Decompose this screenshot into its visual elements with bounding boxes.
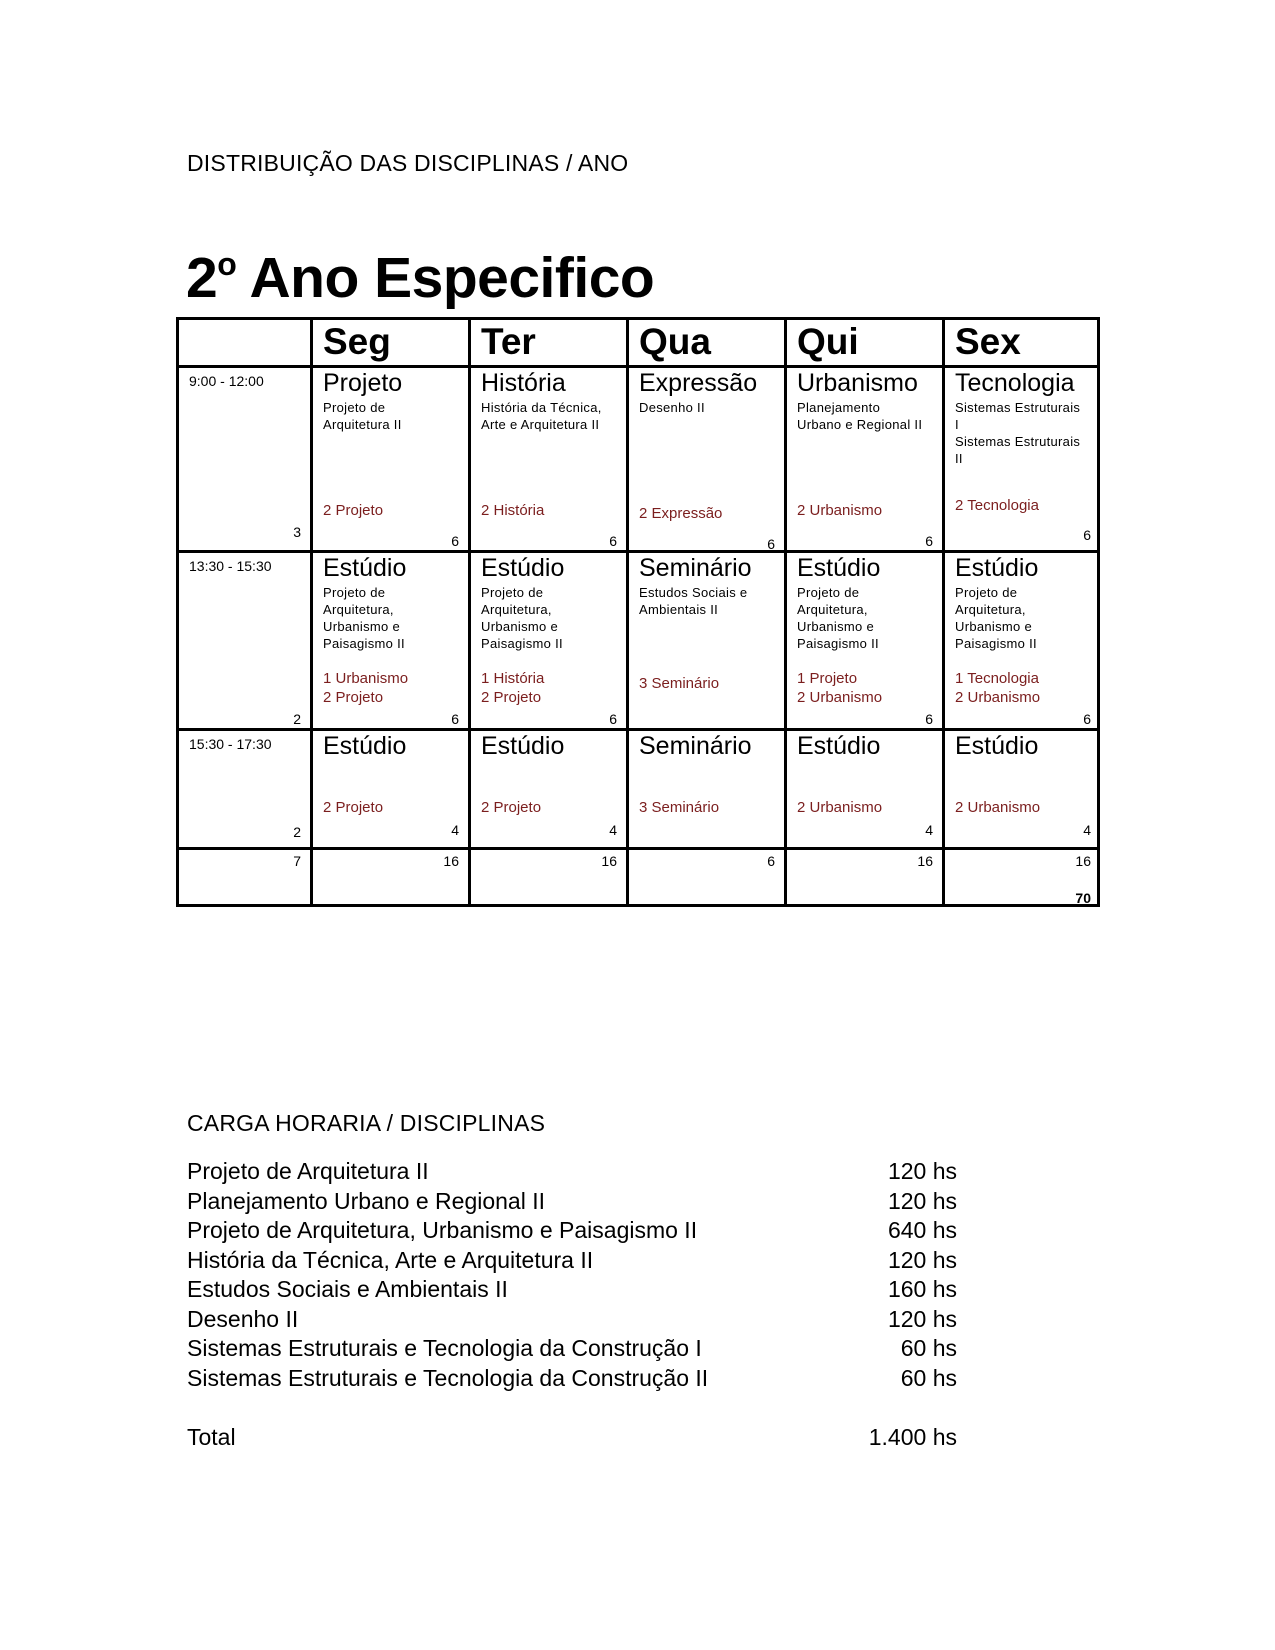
cell-area: Tecnologia (955, 369, 1075, 397)
total-hours: 16 (443, 853, 459, 869)
time-slot: 15:30 - 17:30 (189, 736, 272, 752)
cell-subject: Planejamento Urbano e Regional II (797, 400, 923, 432)
day-label: Qua (639, 321, 711, 362)
cell-subject: Estudos Sociais e Ambientais II (639, 585, 748, 617)
discipline-name: Sistemas Estruturais e Tecnologia da Construção I (187, 1335, 702, 1361)
schedule-cell (945, 368, 1100, 550)
cell-hours: 6 (1083, 527, 1091, 543)
total-cell (471, 850, 626, 907)
day-header-seg (313, 320, 468, 365)
day-header-ter (471, 320, 626, 365)
schedule-cell (471, 553, 626, 728)
cell-allocation: 2 Projeto (481, 799, 542, 816)
cell-hours: 4 (609, 822, 617, 838)
day-header-sex (945, 320, 1100, 365)
workload-row (187, 1247, 957, 1277)
cell-hours: 6 (609, 711, 617, 727)
schedule-cell (629, 553, 784, 728)
total-cell (945, 850, 1100, 907)
cell-allocation: 2 Projeto (323, 799, 384, 816)
cell-subject: Projeto de Arquitetura II (323, 400, 402, 432)
workload-row (187, 1188, 957, 1218)
cell-allocation: 2 Urbanismo (955, 799, 1041, 816)
workload-row (187, 1306, 957, 1336)
discipline-name: Projeto de Arquitetura, Urbanismo e Paisagismo II (187, 1217, 698, 1243)
schedule-cell (787, 368, 942, 550)
cell-subject: Projeto de Arquitetura, Urbanismo e Paisagismo II (323, 585, 405, 651)
schedule-cell (313, 368, 468, 550)
year-title-text: Ano Especifico (236, 246, 655, 310)
cell-subject: História da Técnica, Arte e Arquitetura II (481, 400, 602, 432)
year-title-number: 2 (186, 246, 218, 310)
discipline-hours: 640 hs (887, 1217, 957, 1243)
time-slot-cell (179, 553, 310, 728)
cell-hours: 4 (1083, 822, 1091, 838)
discipline-name: Desenho II (187, 1306, 299, 1332)
cell-area: Expressão (639, 369, 758, 397)
discipline-hours: 60 hs (900, 1335, 957, 1361)
schedule-table (176, 317, 1100, 907)
workload-row (187, 1335, 957, 1365)
cell-allocation: 1 Projeto 2 Urbanismo (797, 670, 883, 706)
cell-area: Estúdio (955, 554, 1039, 582)
workload-total-row (187, 1424, 957, 1454)
year-title (186, 246, 655, 310)
day-label: Sex (955, 321, 1021, 362)
total-hours: 16 (1075, 853, 1091, 869)
cell-allocation: 2 Urbanismo (797, 799, 883, 816)
cell-area: Estúdio (481, 554, 565, 582)
cell-hours: 6 (451, 711, 459, 727)
total-hours: 16 (917, 853, 933, 869)
cell-area: Urbanismo (797, 369, 918, 397)
total-cell (629, 850, 784, 907)
workload-row (187, 1365, 957, 1395)
schedule-cell (945, 731, 1100, 847)
discipline-name: Estudos Sociais e Ambientais II (187, 1276, 508, 1302)
day-header-qua (629, 320, 784, 365)
time-slot: 13:30 - 15:30 (189, 558, 272, 574)
cell-area: Projeto (323, 369, 403, 397)
cell-hours: 6 (767, 536, 775, 552)
cell-allocation: 2 Urbanismo (797, 502, 883, 519)
cell-allocation: 3 Seminário (639, 675, 720, 692)
discipline-hours: 160 hs (887, 1276, 957, 1302)
cell-hours: 6 (925, 533, 933, 549)
cell-hours: 6 (1083, 711, 1091, 727)
cell-hours: 4 (925, 822, 933, 838)
total-cell (787, 850, 942, 907)
schedule-cell (471, 368, 626, 550)
schedule-cell (787, 553, 942, 728)
cell-area: História (481, 369, 566, 397)
cell-allocation: 2 História (481, 502, 545, 519)
total-label: Total (187, 1424, 236, 1450)
day-header-qui (787, 320, 942, 365)
day-label: Qui (797, 321, 859, 362)
discipline-name: Projeto de Arquitetura II (187, 1158, 429, 1184)
schedule-cell (629, 731, 784, 847)
document-heading: DISTRIBUIÇÃO DAS DISCIPLINAS / ANO (187, 150, 629, 176)
cell-hours: 4 (451, 822, 459, 838)
cell-allocation: 1 Urbanismo 2 Projeto (323, 670, 409, 706)
grand-total: 70 (1075, 890, 1091, 906)
cell-hours: 6 (925, 711, 933, 727)
cell-area: Seminário (639, 554, 752, 582)
cell-area: Estúdio (955, 732, 1039, 760)
discipline-hours: 120 hs (887, 1188, 957, 1214)
cell-allocation: 2 Expressão (639, 505, 723, 522)
cell-area: Estúdio (323, 732, 407, 760)
discipline-hours: 120 hs (887, 1247, 957, 1273)
cell-allocation: 1 História 2 Projeto (481, 670, 545, 706)
time-slot-cell (179, 368, 310, 550)
year-title-ordinal: o (217, 246, 237, 282)
workload-heading: CARGA HORARIA / DISCIPLINAS (187, 1110, 546, 1136)
workload-row (187, 1276, 957, 1306)
cell-allocation: 2 Projeto (323, 502, 384, 519)
total-hours: 16 (601, 853, 617, 869)
day-label: Seg (323, 321, 391, 362)
cell-allocation: 1 Tecnologia 2 Urbanismo (955, 670, 1041, 706)
total-hours: 6 (767, 853, 775, 869)
cell-area: Seminário (639, 732, 752, 760)
discipline-name: Planejamento Urbano e Regional II (187, 1188, 546, 1214)
schedule-cell (787, 731, 942, 847)
total-cell (179, 850, 310, 907)
row-hours: 2 (293, 824, 301, 840)
cell-allocation: 3 Seminário (639, 799, 720, 816)
cell-subject: Projeto de Arquitetura, Urbanismo e Paisagismo II (481, 585, 563, 651)
cell-hours: 6 (451, 533, 459, 549)
discipline-hours: 120 hs (887, 1158, 957, 1184)
cell-subject: Desenho II (639, 400, 705, 415)
cell-area: Estúdio (323, 554, 407, 582)
cell-hours: 6 (609, 533, 617, 549)
row-hours: 2 (293, 711, 301, 727)
cell-allocation: 2 Tecnologia (955, 497, 1039, 514)
cell-subject: Projeto de Arquitetura, Urbanismo e Paisagismo II (797, 585, 879, 651)
discipline-hours: 60 hs (900, 1365, 957, 1391)
cell-area: Estúdio (797, 732, 881, 760)
workload-row (187, 1158, 957, 1188)
total-hours: 7 (293, 853, 301, 869)
schedule-cell (629, 368, 784, 550)
time-slot-cell (179, 731, 310, 847)
cell-area: Estúdio (481, 732, 565, 760)
workload-row (187, 1217, 957, 1247)
cell-area: Estúdio (797, 554, 881, 582)
day-label: Ter (481, 321, 536, 362)
schedule-cell (313, 553, 468, 728)
discipline-hours: 120 hs (887, 1306, 957, 1332)
schedule-cell (471, 731, 626, 847)
cell-subject: Sistemas Estruturais I Sistemas Estruturais II (955, 400, 1081, 466)
discipline-name: História da Técnica, Arte e Arquitetura II (187, 1247, 594, 1273)
schedule-cell (313, 731, 468, 847)
cell-subject: Projeto de Arquitetura, Urbanismo e Paisagismo II (955, 585, 1037, 651)
row-hours: 3 (293, 524, 301, 540)
schedule-cell (945, 553, 1100, 728)
total-hours-value: 1.400 hs (868, 1424, 957, 1450)
time-slot: 9:00 - 12:00 (189, 373, 264, 389)
total-cell (313, 850, 468, 907)
discipline-name: Sistemas Estruturais e Tecnologia da Construção II (187, 1365, 709, 1391)
